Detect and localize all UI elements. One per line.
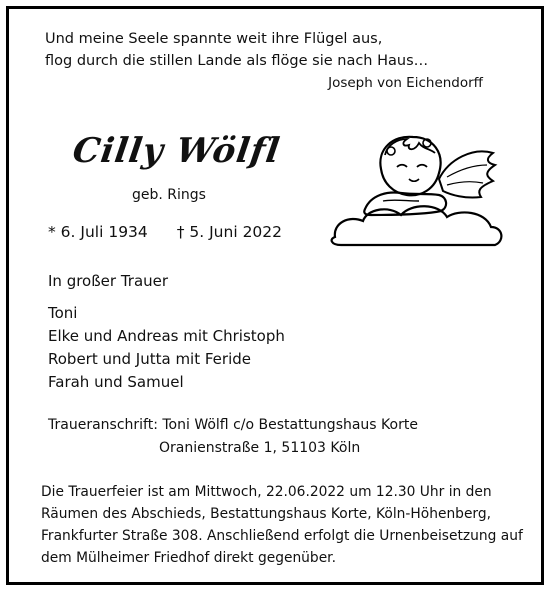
poem-line-2: flog durch die stillen Lande als flöge sie nach Haus… bbox=[45, 53, 429, 69]
family-member: Farah und Samuel bbox=[48, 373, 184, 391]
family-member: Robert und Jutta mit Feride bbox=[48, 350, 251, 368]
maiden-name: geb. Rings bbox=[132, 187, 206, 203]
service-line-1: Die Trauerfeier ist am Mittwoch, 22.06.2022 um 12.30 Uhr in den bbox=[41, 484, 492, 500]
poem-author: Joseph von Eichendorff bbox=[328, 75, 483, 91]
mourning-intro: In großer Trauer bbox=[48, 272, 169, 290]
death-date: † 5. Juni 2022 bbox=[176, 223, 283, 241]
funeral-service-info bbox=[41, 481, 523, 569]
family-list bbox=[48, 302, 285, 394]
obituary-notice bbox=[6, 6, 544, 585]
life-dates bbox=[48, 223, 282, 241]
deceased-name: Cilly Wölfl bbox=[70, 131, 283, 171]
family-member: Toni bbox=[48, 304, 78, 322]
service-line-3: Frankfurter Straße 308. Anschließend erfolgt die Urnenbeisetzung auf bbox=[41, 528, 523, 544]
service-line-2: Räumen des Abschieds, Bestattungshaus Korte, Köln-Höhenberg, bbox=[41, 506, 492, 522]
mourning-address-line-1: Traueranschrift: Toni Wölfl c/o Bestattungshaus Korte bbox=[48, 417, 418, 433]
birth-date: * 6. Juli 1934 bbox=[48, 223, 148, 241]
cherub-angel-illustration bbox=[327, 129, 507, 249]
family-member: Elke und Andreas mit Christoph bbox=[48, 327, 285, 345]
mourning-address-line-2: Oranienstraße 1, 51103 Köln bbox=[159, 440, 361, 456]
poem-line-1: Und meine Seele spannte weit ihre Flügel aus, bbox=[45, 31, 383, 47]
service-line-4: dem Mülheimer Friedhof direkt gegenüber. bbox=[41, 550, 336, 566]
poem-quote bbox=[45, 28, 428, 72]
